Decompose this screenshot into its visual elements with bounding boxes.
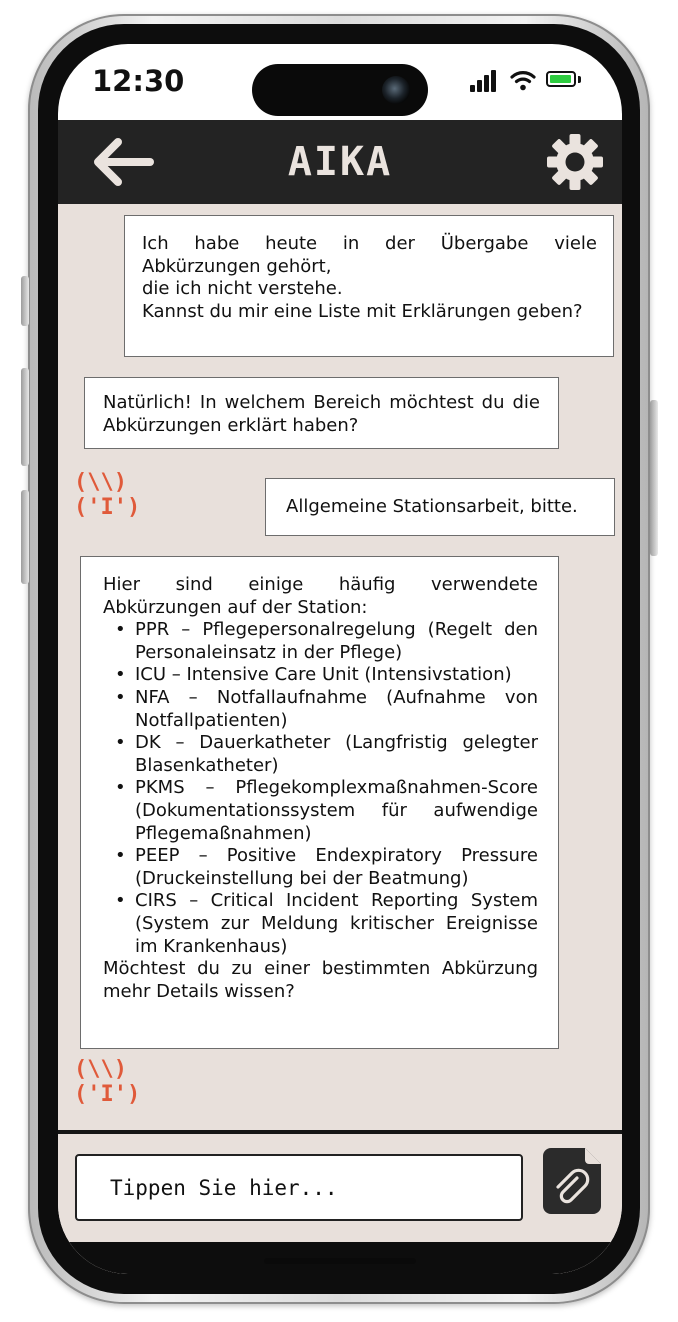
battery-level bbox=[550, 75, 571, 83]
volume-up-button bbox=[21, 368, 29, 466]
bot-message-bubble bbox=[84, 377, 559, 449]
user-message-bubble bbox=[265, 478, 615, 536]
message-line: Ich habe heute in der Übergabe viele Abkürzungen gehört, bbox=[142, 233, 597, 277]
phone-screen bbox=[58, 44, 622, 1274]
paperclip-attachment-icon[interactable] bbox=[543, 1148, 601, 1214]
cellular-signal-icon bbox=[470, 70, 496, 92]
message-input[interactable] bbox=[75, 1154, 523, 1221]
message-outro: Möchtest du zu einer bestimmten Abkürzung mehr Details wissen? bbox=[103, 958, 538, 1002]
message-line: Kannst du mir eine Liste mit Erklärungen geben? bbox=[142, 300, 583, 322]
gear-icon[interactable] bbox=[546, 133, 604, 191]
volume-down-button bbox=[21, 490, 29, 584]
list-item: • NFA – Notfallaufnahme (Aufnahme von Notfallpatienten) bbox=[135, 687, 538, 732]
app-header bbox=[58, 120, 622, 204]
list-item: • DK – Dauerkatheter (Langfristig gelegter Blasenkatheter) bbox=[135, 732, 538, 777]
front-camera-icon bbox=[382, 76, 410, 104]
message-text: Natürlich! In welchem Bereich möchtest du die Abkürzungen erklärt haben? bbox=[103, 392, 540, 436]
list-item: • PPR – Pflegepersonalregelung (Regelt den Personaleinsatz in der Pflege) bbox=[135, 619, 538, 664]
wifi-icon bbox=[510, 68, 536, 92]
list-item: • PEEP – Positive Endexpiratory Pressure (Druckeinstellung bei der Beatmung) bbox=[135, 845, 538, 890]
action-button bbox=[21, 276, 29, 326]
message-composer bbox=[58, 1130, 622, 1274]
status-time: 12:30 bbox=[92, 64, 185, 98]
battery-icon bbox=[546, 71, 576, 87]
power-button bbox=[650, 400, 658, 556]
dynamic-island bbox=[252, 64, 428, 116]
message-text: Allgemeine Stationsarbeit, bitte. bbox=[286, 496, 578, 517]
message-line: die ich nicht verstehe. bbox=[142, 278, 343, 300]
battery-cap bbox=[578, 76, 581, 83]
bot-avatar: (\\) ('I') bbox=[74, 1057, 141, 1107]
list-item: • PKMS – Pflegekomplexmaßnahmen-Score (Dokumentationssystem für aufwendige Pflegemaßnahmen) bbox=[135, 777, 538, 845]
bot-message-bubble bbox=[80, 556, 559, 1049]
home-indicator[interactable] bbox=[264, 1258, 416, 1264]
message-intro: Hier sind einige häufig verwendete Abkürzungen auf der Station: bbox=[103, 574, 538, 618]
list-item: • CIRS – Critical Incident Reporting System (System zur Meldung kritischer Ereignisse im Krankenhaus) bbox=[135, 890, 538, 958]
bot-avatar: (\\) ('I') bbox=[74, 470, 141, 520]
list-item: • ICU – Intensive Care Unit (Intensivstation) bbox=[135, 664, 538, 687]
app-title: AIKA bbox=[287, 139, 393, 185]
abbreviation-list bbox=[103, 619, 538, 958]
user-message-bubble bbox=[124, 215, 614, 357]
chat-area[interactable] bbox=[58, 204, 622, 1130]
